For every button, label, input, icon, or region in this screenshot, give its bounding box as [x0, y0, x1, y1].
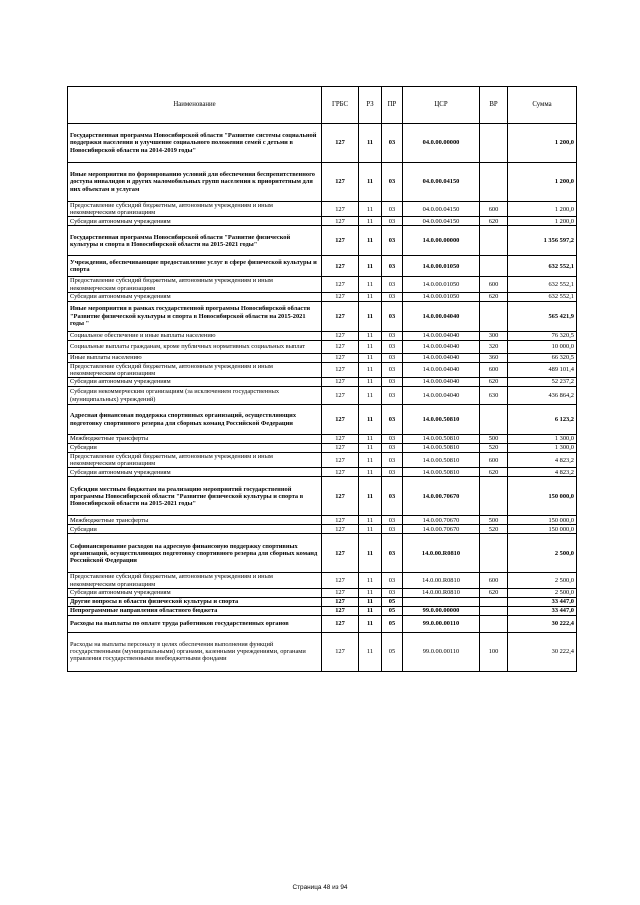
row-vr: 620 [480, 468, 508, 477]
row-vr: 600 [480, 202, 508, 217]
row-sum: 10 000,0 [508, 340, 577, 353]
row-grbs: 127 [322, 477, 359, 516]
header-vr: ВР [480, 87, 508, 124]
table-row [68, 588, 577, 597]
row-sum: 150 000,0 [508, 516, 577, 525]
table-row [68, 573, 577, 588]
row-csr: 14.0.00.R0810 [403, 588, 480, 597]
table-row [68, 292, 577, 301]
row-name: Субсидии автономным учреждениям [68, 588, 322, 597]
row-vr [480, 606, 508, 615]
row-csr: 14.0.00.04040 [403, 340, 480, 353]
page-footer: Страница 48 из 94 [292, 884, 348, 891]
row-vr: 630 [480, 387, 508, 405]
table-row [68, 615, 577, 632]
header-pr: ПР [382, 87, 403, 124]
row-name: Иные выплаты населению [68, 353, 322, 362]
table-row [68, 534, 577, 573]
row-rz: 11 [359, 331, 382, 340]
row-csr: 14.0.00.01050 [403, 256, 480, 277]
row-grbs: 127 [322, 163, 359, 202]
table-row [68, 516, 577, 525]
row-rz: 11 [359, 405, 382, 435]
row-sum: 1 300,0 [508, 435, 577, 444]
row-name: Субсидии автономным учреждениям [68, 217, 322, 226]
row-pr: 03 [382, 534, 403, 573]
table-row [68, 256, 577, 277]
row-grbs: 127 [322, 632, 359, 671]
row-vr: 600 [480, 277, 508, 292]
row-rz: 11 [359, 387, 382, 405]
row-grbs: 127 [322, 588, 359, 597]
row-vr: 620 [480, 378, 508, 387]
row-grbs: 127 [322, 606, 359, 615]
row-sum: 150 000,0 [508, 525, 577, 534]
row-sum: 2 500,0 [508, 573, 577, 588]
row-vr [480, 405, 508, 435]
row-vr [480, 256, 508, 277]
table-header-row [68, 87, 577, 124]
table-row [68, 477, 577, 516]
row-vr [480, 301, 508, 331]
row-csr: 14.0.00.50810 [403, 468, 480, 477]
row-rz: 11 [359, 525, 382, 534]
row-sum: 1 300,0 [508, 444, 577, 453]
row-rz: 11 [359, 477, 382, 516]
row-grbs: 127 [322, 277, 359, 292]
row-name: Государственная программа Новосибирской области "Развитие физической культуры и спорта в Новосибирской области на 2015-2021 годы" [68, 226, 322, 256]
row-name: Социальное обеспечение и иные выплаты населению [68, 331, 322, 340]
row-grbs: 127 [322, 444, 359, 453]
row-sum: 4 823,2 [508, 468, 577, 477]
row-rz: 11 [359, 573, 382, 588]
row-csr: 14.0.00.01050 [403, 277, 480, 292]
row-vr [480, 226, 508, 256]
row-sum: 1 200,0 [508, 202, 577, 217]
row-pr: 03 [382, 226, 403, 256]
table-row [68, 468, 577, 477]
row-sum: 436 864,2 [508, 387, 577, 405]
row-sum: 1 200,0 [508, 217, 577, 226]
table-row [68, 362, 577, 377]
row-sum: 2 500,0 [508, 534, 577, 573]
row-vr [480, 597, 508, 606]
row-pr: 03 [382, 435, 403, 444]
row-csr: 14.0.00.04040 [403, 301, 480, 331]
budget-table [67, 86, 577, 672]
row-vr: 320 [480, 340, 508, 353]
row-pr: 03 [382, 353, 403, 362]
table-row [68, 226, 577, 256]
row-name: Предоставление субсидий бюджетным, автономным учреждениям и иным некоммерческим организациям [68, 573, 322, 588]
row-vr: 300 [480, 331, 508, 340]
row-name: Иные мероприятия по формированию условий для обеспечения беспрепятственного доступа инвалидов и других маломобильных групп населения к приоритетным для них объектам и услугам [68, 163, 322, 202]
row-pr: 03 [382, 387, 403, 405]
row-grbs: 127 [322, 378, 359, 387]
row-csr: 14.0.00.70670 [403, 525, 480, 534]
row-vr [480, 615, 508, 632]
row-sum: 1 356 597,2 [508, 226, 577, 256]
row-grbs: 127 [322, 362, 359, 377]
header-rz: РЗ [359, 87, 382, 124]
row-grbs: 127 [322, 405, 359, 435]
row-pr: 05 [382, 606, 403, 615]
row-grbs: 127 [322, 301, 359, 331]
row-vr [480, 163, 508, 202]
table-row [68, 606, 577, 615]
row-grbs: 127 [322, 353, 359, 362]
header-csr: ЦСР [403, 87, 480, 124]
row-pr: 03 [382, 301, 403, 331]
row-pr: 03 [382, 525, 403, 534]
row-grbs: 127 [322, 525, 359, 534]
row-csr: 14.0.00.50810 [403, 435, 480, 444]
row-grbs: 127 [322, 331, 359, 340]
row-grbs: 127 [322, 202, 359, 217]
table-row [68, 632, 577, 671]
row-vr: 520 [480, 525, 508, 534]
row-name: Субсидии [68, 525, 322, 534]
row-csr: 04.0.00.04150 [403, 217, 480, 226]
row-rz: 11 [359, 444, 382, 453]
row-grbs: 127 [322, 217, 359, 226]
table-row [68, 217, 577, 226]
row-rz: 11 [359, 163, 382, 202]
row-grbs: 127 [322, 387, 359, 405]
row-grbs: 127 [322, 453, 359, 468]
row-csr: 14.0.00.04040 [403, 353, 480, 362]
row-sum: 1 200,0 [508, 163, 577, 202]
row-vr: 600 [480, 362, 508, 377]
row-sum: 632 552,1 [508, 277, 577, 292]
row-sum: 66 320,5 [508, 353, 577, 362]
row-sum: 4 823,2 [508, 453, 577, 468]
row-csr: 99.0.00.00110 [403, 615, 480, 632]
row-rz: 11 [359, 534, 382, 573]
row-name: Межбюджетные трансферты [68, 435, 322, 444]
row-pr: 03 [382, 331, 403, 340]
row-sum: 30 222,4 [508, 615, 577, 632]
row-sum: 489 101,4 [508, 362, 577, 377]
row-name: Предоставление субсидий бюджетным, автономным учреждениям и иным некоммерческим организациям [68, 277, 322, 292]
row-name: Субсидии некоммерческим организациям (за исключением государственных (муниципальных) учреждений) [68, 387, 322, 405]
row-rz: 11 [359, 378, 382, 387]
row-sum: 565 421,9 [508, 301, 577, 331]
row-pr: 03 [382, 256, 403, 277]
row-rz: 11 [359, 516, 382, 525]
row-rz: 11 [359, 453, 382, 468]
row-name: Субсидии автономным учреждениям [68, 468, 322, 477]
row-sum: 30 222,4 [508, 632, 577, 671]
header-sum: Сумма [508, 87, 577, 124]
row-name: Субсидии местным бюджетам на реализацию мероприятий государственной программы Новосибирской области "Развитие физической культуры и спорта в Новосибирской области на 2015-2021 годы" [68, 477, 322, 516]
row-pr: 03 [382, 444, 403, 453]
row-vr: 620 [480, 588, 508, 597]
row-name: Софинансирование расходов на адресную финансовую поддержку спортивных организаций, осуществляющих подготовку спортивного резерва для сборных команд Российской Федерации [68, 534, 322, 573]
row-sum: 76 320,5 [508, 331, 577, 340]
table-row [68, 378, 577, 387]
row-grbs: 127 [322, 534, 359, 573]
row-name: Государственная программа Новосибирской области "Развитие системы социальной поддержки населения и улучшение социального положения семей с детьми в Новосибирской области на 2014-2019 годы" [68, 124, 322, 163]
table-row [68, 453, 577, 468]
row-rz: 11 [359, 362, 382, 377]
row-vr [480, 124, 508, 163]
row-pr: 03 [382, 573, 403, 588]
row-vr [480, 477, 508, 516]
row-csr: 99.0.00.00110 [403, 632, 480, 671]
row-csr: 04.0.00.04150 [403, 202, 480, 217]
table-row [68, 435, 577, 444]
row-csr: 14.0.00.04040 [403, 331, 480, 340]
row-rz: 11 [359, 217, 382, 226]
row-name: Субсидии автономным учреждениям [68, 292, 322, 301]
row-sum: 2 500,0 [508, 588, 577, 597]
table-row [68, 353, 577, 362]
row-name: Межбюджетные трансферты [68, 516, 322, 525]
row-pr: 03 [382, 163, 403, 202]
row-vr: 600 [480, 453, 508, 468]
row-pr: 03 [382, 340, 403, 353]
row-grbs: 127 [322, 256, 359, 277]
row-sum: 1 200,0 [508, 124, 577, 163]
row-csr: 14.0.00.04040 [403, 378, 480, 387]
row-grbs: 127 [322, 435, 359, 444]
row-rz: 11 [359, 606, 382, 615]
row-csr: 04.0.00.00000 [403, 124, 480, 163]
row-sum: 632 552,1 [508, 292, 577, 301]
row-grbs: 127 [322, 340, 359, 353]
table-row [68, 331, 577, 340]
row-pr: 03 [382, 453, 403, 468]
row-grbs: 127 [322, 573, 359, 588]
row-vr: 620 [480, 217, 508, 226]
row-vr: 520 [480, 444, 508, 453]
row-rz: 11 [359, 632, 382, 671]
table-row [68, 525, 577, 534]
row-name: Субсидии автономным учреждениям [68, 378, 322, 387]
row-sum: 150 000,0 [508, 477, 577, 516]
row-rz: 11 [359, 226, 382, 256]
row-vr: 600 [480, 573, 508, 588]
row-csr: 14.0.00.50810 [403, 453, 480, 468]
row-vr: 100 [480, 632, 508, 671]
row-rz: 11 [359, 588, 382, 597]
row-rz: 11 [359, 301, 382, 331]
row-rz: 11 [359, 468, 382, 477]
row-grbs: 127 [322, 597, 359, 606]
row-pr: 03 [382, 468, 403, 477]
row-pr: 03 [382, 362, 403, 377]
row-name: Субсидии [68, 444, 322, 453]
table-row [68, 163, 577, 202]
row-vr [480, 534, 508, 573]
row-name: Другие вопросы в области физической культуры и спорта [68, 597, 322, 606]
row-sum: 6 123,2 [508, 405, 577, 435]
table-row [68, 405, 577, 435]
row-grbs: 127 [322, 468, 359, 477]
row-vr: 500 [480, 435, 508, 444]
row-csr: 04.0.00.04150 [403, 163, 480, 202]
row-name: Учреждения, обеспечивающие предоставление услуг в сфере физической культуры и спорта [68, 256, 322, 277]
row-csr [403, 597, 480, 606]
header-grbs: ГРБС [322, 87, 359, 124]
table-row [68, 202, 577, 217]
row-rz: 11 [359, 124, 382, 163]
row-pr: 05 [382, 632, 403, 671]
row-csr: 14.0.00.04040 [403, 362, 480, 377]
row-name: Предоставление субсидий бюджетным, автономным учреждениям и иным некоммерческим организациям [68, 202, 322, 217]
row-vr: 500 [480, 516, 508, 525]
row-csr: 14.0.00.R0810 [403, 573, 480, 588]
row-pr: 03 [382, 405, 403, 435]
table-row [68, 387, 577, 405]
row-vr: 360 [480, 353, 508, 362]
row-rz: 11 [359, 202, 382, 217]
row-csr: 14.0.00.04040 [403, 387, 480, 405]
row-rz: 11 [359, 597, 382, 606]
row-name: Иные мероприятия в рамках государственной программы Новосибирской области "Развитие физической культуры и спорта в Новосибирской области на 2015-2021 годы " [68, 301, 322, 331]
row-name: Расходы на выплаты по оплате труда работников государственных органов [68, 615, 322, 632]
table-row [68, 277, 577, 292]
row-pr: 05 [382, 597, 403, 606]
row-pr: 03 [382, 516, 403, 525]
row-grbs: 127 [322, 615, 359, 632]
row-name: Адресная финансовая поддержка спортивных организаций, осуществляющих подготовку спортивного резерва для сборных команд Российской Федерации [68, 405, 322, 435]
row-name: Социальные выплаты гражданам, кроме публичных нормативных социальных выплат [68, 340, 322, 353]
row-sum: 33 447,0 [508, 606, 577, 615]
row-csr: 99.0.00.00000 [403, 606, 480, 615]
row-sum: 632 552,1 [508, 256, 577, 277]
header-name: Наименование [68, 87, 322, 124]
row-name: Предоставление субсидий бюджетным, автономным учреждениям и иным некоммерческим организациям [68, 453, 322, 468]
row-pr: 03 [382, 378, 403, 387]
row-rz: 11 [359, 340, 382, 353]
row-grbs: 127 [322, 292, 359, 301]
row-csr: 14.0.00.70670 [403, 516, 480, 525]
row-pr: 03 [382, 292, 403, 301]
row-pr: 03 [382, 477, 403, 516]
row-name: Непрограммные направления областного бюджета [68, 606, 322, 615]
row-csr: 14.0.00.00000 [403, 226, 480, 256]
row-vr: 620 [480, 292, 508, 301]
row-rz: 11 [359, 435, 382, 444]
row-rz: 11 [359, 256, 382, 277]
table-row [68, 444, 577, 453]
row-grbs: 127 [322, 226, 359, 256]
row-csr: 14.0.00.01050 [403, 292, 480, 301]
table-row [68, 124, 577, 163]
table-row [68, 301, 577, 331]
table-row [68, 597, 577, 606]
row-csr: 14.0.00.50810 [403, 444, 480, 453]
row-csr: 14.0.00.50810 [403, 405, 480, 435]
row-name: Расходы на выплаты персоналу в целях обеспечения выполнения функций государственными (муниципальными) органами, казенными учреждениями, органами управления государственными внебюджетными фондами [68, 632, 322, 671]
row-pr: 03 [382, 202, 403, 217]
row-rz: 11 [359, 277, 382, 292]
row-csr: 14.0.00.70670 [403, 477, 480, 516]
row-grbs: 127 [322, 124, 359, 163]
row-pr: 05 [382, 615, 403, 632]
row-rz: 11 [359, 292, 382, 301]
row-pr: 03 [382, 124, 403, 163]
row-pr: 03 [382, 277, 403, 292]
row-sum: 52 237,2 [508, 378, 577, 387]
row-grbs: 127 [322, 516, 359, 525]
row-sum: 33 447,0 [508, 597, 577, 606]
table-row [68, 340, 577, 353]
row-name: Предоставление субсидий бюджетным, автономным учреждениям и иным некоммерческим организациям [68, 362, 322, 377]
row-pr: 03 [382, 588, 403, 597]
row-rz: 11 [359, 615, 382, 632]
row-csr: 14.0.00.R0810 [403, 534, 480, 573]
row-rz: 11 [359, 353, 382, 362]
row-pr: 03 [382, 217, 403, 226]
